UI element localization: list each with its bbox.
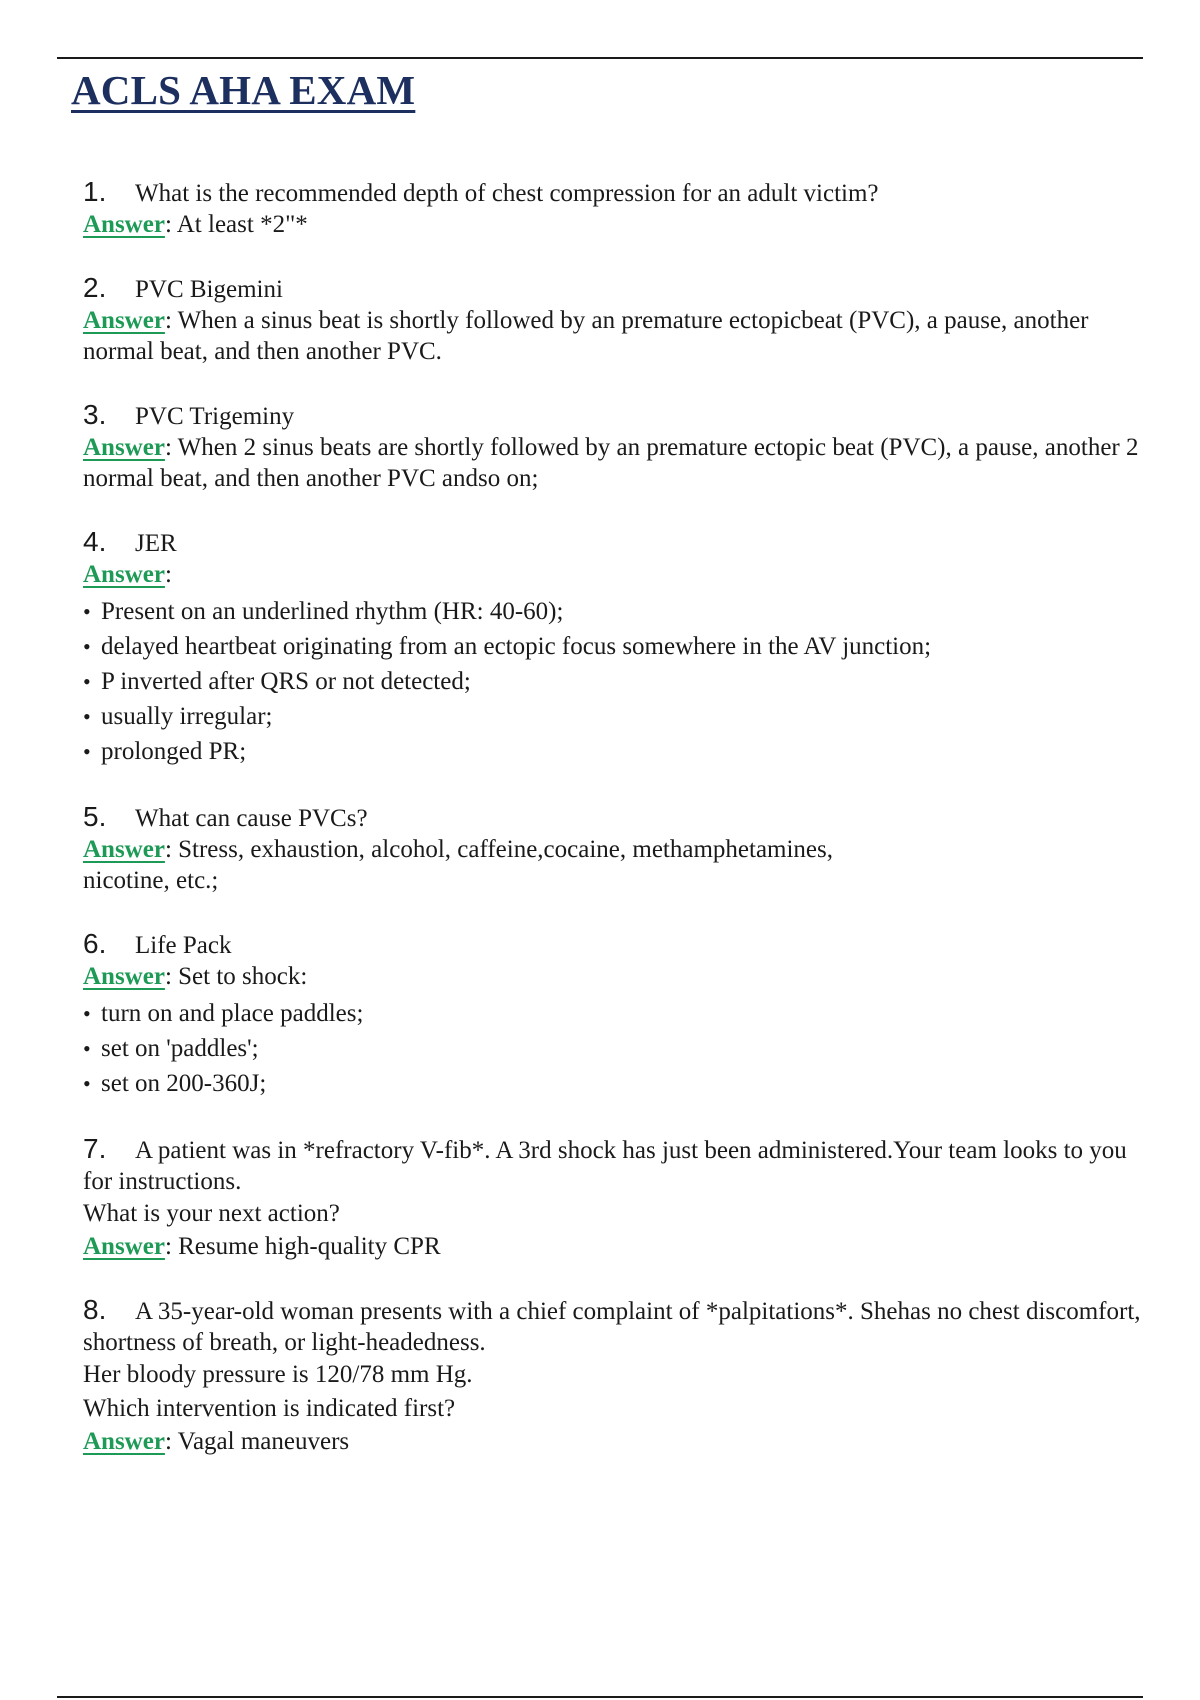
question-number: 6.: [83, 928, 107, 959]
question-line: [83, 801, 1143, 834]
answer-text: : Vagal maneuvers: [164, 1428, 350, 1455]
bottom-rule: [57, 1696, 1143, 1698]
question-item-2: [83, 272, 1143, 367]
document-title: ACLS AHA EXAM: [71, 67, 416, 113]
list-item: [83, 629, 1143, 664]
list-item: [83, 1031, 1143, 1066]
question-line: [83, 399, 1143, 432]
question-number: 3.: [83, 399, 107, 430]
question-text: PVC Bigemini: [135, 276, 283, 303]
bullet-text: delayed heartbeat originating from an ectopic focus somewhere in the AV junction;: [101, 633, 932, 660]
bullet-text: prolonged PR;: [101, 738, 247, 765]
bullet-text: usually irregular;: [101, 703, 273, 730]
bullet-text: Present on an underlined rhythm (HR: 40-60);: [101, 598, 564, 625]
list-item: [83, 664, 1143, 699]
question-number: 4.: [83, 526, 107, 557]
answer-label: Answer: [83, 963, 165, 990]
question-number: 1.: [83, 176, 107, 207]
bullet-text: set on 200-360J;: [101, 1070, 267, 1097]
answer-label: Answer: [83, 434, 165, 461]
answer-continuation: nicotine, etc.;: [83, 867, 219, 894]
bullet-icon: •: [83, 669, 91, 694]
bullet-text: turn on and place paddles;: [101, 1000, 364, 1027]
bullet-icon: •: [83, 634, 91, 659]
answer-line: [83, 961, 1143, 992]
question-extra-line: Her bloody pressure is 120/78 mm Hg.: [83, 1361, 473, 1388]
answer-line: [83, 1426, 1143, 1457]
question-line: [83, 176, 1143, 209]
answer-label: Answer: [83, 561, 165, 588]
answer-bullet-list: [83, 594, 1143, 769]
answer-text: : Set to shock:: [164, 963, 308, 990]
answer-text: : At least *2"*: [164, 211, 308, 238]
question-number: 8.: [83, 1294, 107, 1325]
answer-line: [83, 305, 1143, 367]
question-item-5: [83, 801, 1143, 896]
answer-label: Answer: [83, 836, 165, 863]
answer-label: Answer: [83, 1233, 165, 1260]
bullet-icon: •: [83, 739, 91, 764]
answer-line: [83, 559, 1143, 590]
question-number: 7.: [83, 1133, 107, 1164]
question-text: A 35-year-old woman presents with a chief complaint of *palpitations*. Shehas no chest discomfort, shortness of breath, or light-headedness.: [83, 1298, 1141, 1356]
list-item: [83, 699, 1143, 734]
question-line: [83, 1294, 1143, 1358]
question-item-4: [83, 526, 1143, 769]
question-text: What is the recommended depth of chest compression for an adult victim?: [135, 180, 879, 207]
question-line: [83, 1133, 1143, 1197]
bullet-icon: •: [83, 1036, 91, 1061]
answer-label: Answer: [83, 211, 165, 238]
question-item-7: [83, 1133, 1143, 1262]
answer-bullet-list: [83, 996, 1143, 1101]
bullet-text: P inverted after QRS or not detected;: [101, 668, 471, 695]
answer-line: [83, 432, 1143, 494]
answer-text: : Stress, exhaustion, alcohol, caffeine,cocaine, methamphetamines,: [164, 836, 834, 863]
answer-line: [83, 209, 1143, 240]
question-line: [83, 526, 1143, 559]
question-item-8: [83, 1294, 1143, 1457]
question-item-3: [83, 399, 1143, 494]
answer-label: Answer: [83, 307, 165, 334]
question-text: JER: [135, 530, 177, 557]
list-item: [83, 1066, 1143, 1101]
answer-line: [83, 834, 1143, 865]
answer-line: [83, 1231, 1143, 1262]
question-number: 2.: [83, 272, 107, 303]
answer-label: Answer: [83, 1428, 165, 1455]
question-number: 5.: [83, 801, 107, 832]
answer-text: :: [164, 561, 172, 588]
list-item: [83, 996, 1143, 1031]
question-list: [83, 176, 1143, 1489]
answer-text: : Resume high-quality CPR: [164, 1233, 441, 1260]
question-text: PVC Trigeminy: [135, 403, 295, 430]
list-item: [83, 734, 1143, 769]
top-rule: [57, 57, 1143, 59]
question-line: [83, 272, 1143, 305]
question-text: Life Pack: [135, 932, 232, 959]
question-text: A patient was in *refractory V-fib*. A 3rd shock has just been administered.Your team looks to you for instructions.: [83, 1137, 1127, 1195]
bullet-text: set on 'paddles';: [101, 1035, 259, 1062]
list-item: [83, 594, 1143, 629]
answer-text: : When 2 sinus beats are shortly followed by an premature ectopic beat (PVC), a pause, another 2 normal beat, and then another PVC andso on;: [83, 434, 1139, 492]
question-extra-line: Which intervention is indicated first?: [83, 1395, 456, 1422]
question-item-6: [83, 928, 1143, 1101]
question-item-1: [83, 176, 1143, 240]
bullet-icon: •: [83, 1001, 91, 1026]
bullet-icon: •: [83, 704, 91, 729]
bullet-icon: •: [83, 599, 91, 624]
question-text: What can cause PVCs?: [135, 805, 368, 832]
question-line: [83, 928, 1143, 961]
question-extra-line: What is your next action?: [83, 1200, 340, 1227]
bullet-icon: •: [83, 1071, 91, 1096]
answer-text: : When a sinus beat is shortly followed by an premature ectopicbeat (PVC), a pause, another normal beat, and then another PVC.: [83, 307, 1089, 365]
